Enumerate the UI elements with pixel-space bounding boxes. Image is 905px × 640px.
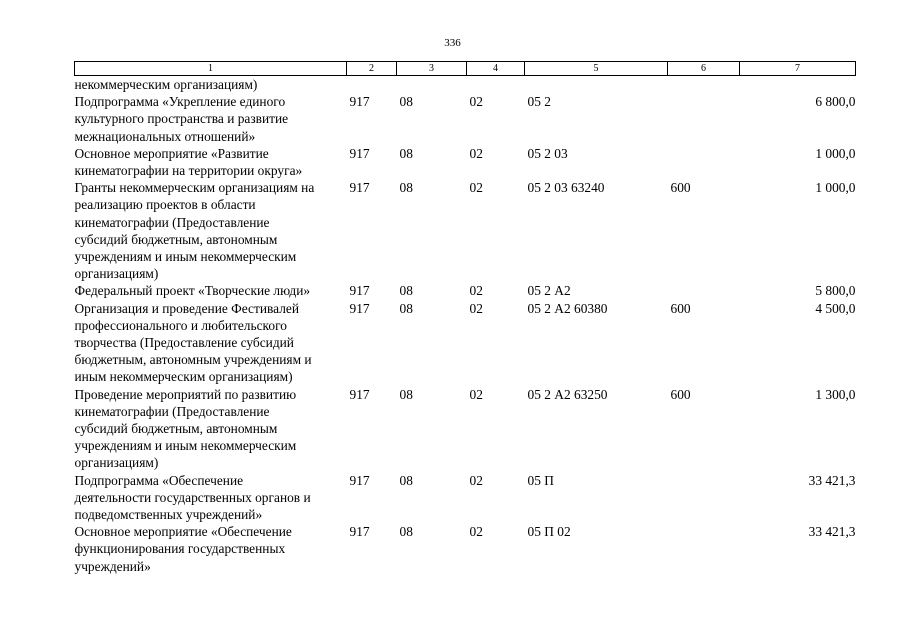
row-amount: 33 421,3	[808, 524, 856, 540]
table-row	[75, 282, 856, 299]
row-expense-type-code	[668, 282, 740, 299]
row-gr-code: 917	[349, 300, 370, 316]
table-row	[75, 472, 856, 524]
row-name-line: учреждений»	[74, 558, 151, 574]
column-header-cs: 5	[525, 62, 668, 76]
row-name	[75, 386, 347, 472]
row-subsection-code: 02	[469, 180, 483, 196]
row-subsection-code: 02	[469, 524, 483, 540]
row-section-code: 08	[399, 94, 413, 110]
row-name-line: межнациональных отношений»	[74, 128, 256, 144]
row-amount: 1 000,0	[815, 180, 856, 196]
table-row	[75, 386, 856, 472]
row-name-line: субсидий бюджетным, автономным	[74, 421, 278, 437]
row-subsection-code: 02	[469, 145, 483, 161]
column-header-name: 1	[75, 62, 347, 76]
row-expense-type-code: 600	[670, 180, 691, 196]
row-section-code: 08	[399, 180, 413, 196]
row-name-line: кинематографии (Предоставление	[74, 403, 270, 419]
row-gr-code: 917	[349, 145, 370, 161]
row-target-code: 05 П 02	[527, 524, 571, 540]
row-name-line: деятельности государственных органов и	[74, 489, 311, 505]
row-name-line: субсидий бюджетным, автономным	[74, 231, 278, 247]
row-name-line: реализацию проектов в области	[74, 197, 256, 213]
row-name-line: культурного пространства и развитие	[74, 111, 289, 127]
row-expense-type-code	[668, 523, 740, 575]
row-expense-type-code	[668, 93, 740, 145]
row-name-line: Проведение мероприятий по развитию	[74, 386, 297, 402]
row-amount	[740, 76, 856, 94]
row-name	[75, 472, 347, 524]
row-name-line: кинематографии на территории округа»	[74, 163, 303, 179]
row-subsection-code: 02	[469, 472, 483, 488]
column-header-rz: 3	[397, 62, 467, 76]
column-header-gr: 2	[347, 62, 397, 76]
table-body	[75, 76, 856, 575]
row-amount: 33 421,3	[808, 472, 856, 488]
table-row	[75, 93, 856, 145]
row-amount: 4 500,0	[815, 300, 856, 316]
row-name-line: Подпрограмма «Укрепление единого	[74, 94, 286, 110]
column-header-vr: 6	[668, 62, 740, 76]
row-name-line: организациям)	[74, 455, 159, 471]
row-name-line: Основное мероприятие «Обеспечение	[74, 524, 292, 540]
row-name-line: Федеральный проект «Творческие люди»	[74, 283, 311, 299]
row-expense-type-code: 600	[670, 386, 691, 402]
row-subsection-code: 02	[469, 300, 483, 316]
column-header-sum: 7	[740, 62, 856, 76]
page-number: 336	[444, 37, 461, 49]
row-target-code: 05 2 А2 60380	[527, 300, 608, 316]
row-amount: 5 800,0	[815, 283, 856, 299]
row-expense-type-code	[668, 76, 740, 94]
row-section-code	[397, 76, 467, 94]
column-header-pr: 4	[467, 62, 525, 76]
row-expense-type-code	[668, 145, 740, 179]
table-row	[75, 300, 856, 386]
row-target-code: 05 2	[527, 94, 551, 110]
row-gr-code: 917	[349, 180, 370, 196]
table-row	[75, 145, 856, 179]
row-name-line: учреждениям и иным некоммерческим	[74, 249, 297, 265]
row-name	[75, 93, 347, 145]
table-row	[75, 523, 856, 575]
row-target-code: 05 П	[527, 472, 554, 488]
row-target-code: 05 2 А2 63250	[527, 386, 608, 402]
row-section-code: 08	[399, 300, 413, 316]
row-name	[75, 300, 347, 386]
row-name-line: иным некоммерческим организациям)	[74, 369, 293, 385]
row-name	[75, 179, 347, 282]
row-section-code: 08	[399, 145, 413, 161]
row-name-line: Основное мероприятие «Развитие	[74, 145, 269, 161]
row-gr-code: 917	[349, 94, 370, 110]
row-gr-code: 917	[349, 524, 370, 540]
row-gr-code: 917	[349, 472, 370, 488]
row-gr-code: 917	[349, 283, 370, 299]
row-name-line: бюджетным, автономным учреждениям и	[74, 352, 312, 368]
row-name	[75, 76, 347, 94]
row-target-code	[525, 76, 668, 94]
row-amount: 1 300,0	[815, 386, 856, 402]
table-row	[75, 179, 856, 282]
row-amount: 1 000,0	[815, 145, 856, 161]
row-subsection-code: 02	[469, 283, 483, 299]
table-row	[75, 76, 856, 94]
row-name-line: профессионального и любительского	[74, 317, 287, 333]
row-name-line: кинематографии (Предоставление	[74, 214, 270, 230]
row-gr-code: 917	[349, 386, 370, 402]
row-target-code: 05 2 03 63240	[527, 180, 605, 196]
row-expense-type-code: 600	[670, 300, 691, 316]
row-name-line: функционирования государственных	[74, 541, 286, 557]
row-subsection-code: 02	[469, 94, 483, 110]
row-subsection-code	[467, 76, 525, 94]
row-name	[75, 282, 347, 299]
row-name-line: Подпрограмма «Обеспечение	[74, 472, 244, 488]
row-amount: 6 800,0	[815, 94, 856, 110]
row-name-line: Гранты некоммерческим организациям на	[74, 180, 315, 196]
row-section-code: 08	[399, 386, 413, 402]
row-target-code: 05 2 03	[527, 145, 568, 161]
row-name-line: подведомственных учреждений»	[74, 507, 263, 523]
row-subsection-code: 02	[469, 386, 483, 402]
row-section-code: 08	[399, 472, 413, 488]
column-number-header	[75, 62, 856, 76]
row-name-line: Организация и проведение Фестивалей	[74, 300, 299, 316]
row-expense-type-code	[668, 472, 740, 524]
row-target-code: 05 2 А2	[527, 283, 571, 299]
row-name	[75, 523, 347, 575]
row-gr-code	[347, 76, 397, 94]
row-name-line: учреждениям и иным некоммерческим	[74, 438, 297, 454]
row-name-line: творчества (Предоставление субсидий	[74, 335, 294, 351]
row-name-line: организациям)	[74, 266, 159, 282]
row-name	[75, 145, 347, 179]
budget-table	[74, 61, 856, 575]
row-name-line: некоммерческим организациям)	[74, 77, 258, 92]
row-section-code: 08	[399, 524, 413, 540]
row-section-code: 08	[399, 283, 413, 299]
